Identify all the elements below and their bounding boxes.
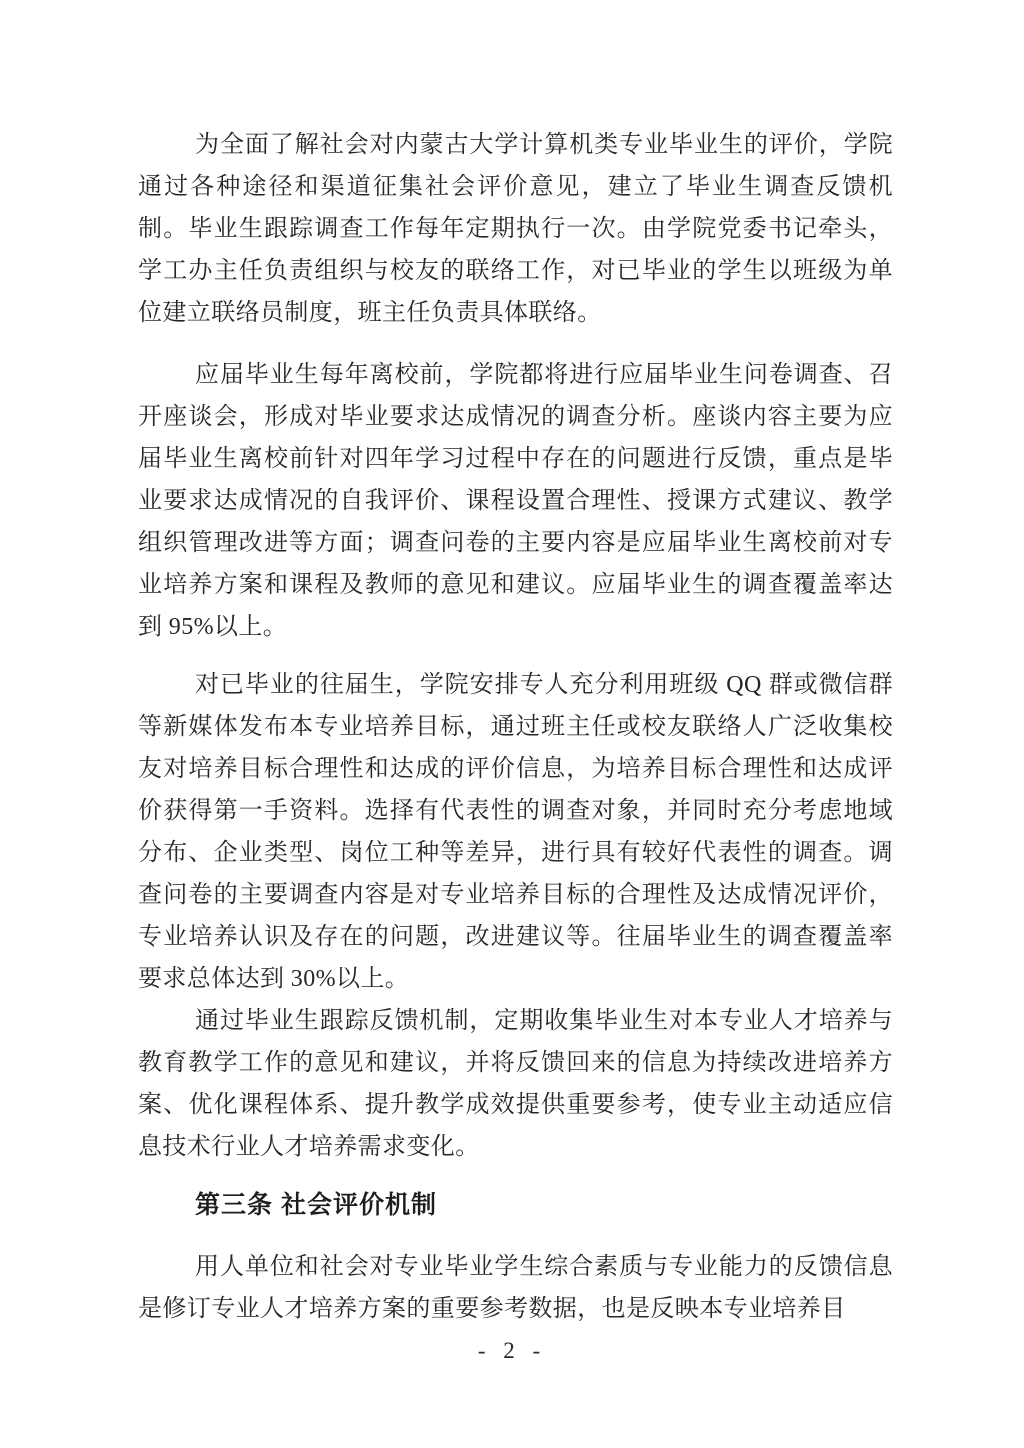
paragraph-graduate-feedback-mechanism: 为全面了解社会对内蒙古大学计算机类专业毕业生的评价，学院通过各种途径和渠道征集社会评价意见，建立了毕业生调查反馈机制。毕业生跟踪调查工作每年定期执行一次。由学院党委书记牵头，学工办主任负责组织与校友的联络工作，对已毕业的学生以班级为单位建立联络员制度，班主任负责具体联络。 <box>138 132 893 326</box>
paragraph-fresh-graduate-survey: 应届毕业生每年离校前，学院都将进行应届毕业生问卷调查、召开座谈会，形成对毕业要求达成情况的调查分析。座谈内容主要为应届毕业生离校前针对四年学习过程中存在的问题进行反馈，重点是毕业要求达成情况的自我评价、课程设置合理性、授课方式建议、教学组织管理改进等方面；调查问卷的主要内容是应届毕业生离校前对专业培养方案和课程及教师的意见和建议。应届毕业生的调查覆盖率达到 95%以上。 <box>138 362 893 640</box>
document-body <box>138 124 893 1330</box>
section-heading-article-3: 第三条 社会评价机制 <box>195 1191 437 1219</box>
paragraph-tracking-feedback-summary: 通过毕业生跟踪反馈机制，定期收集毕业生对本专业人才培养与教育教学工作的意见和建议，并将反馈回来的信息为持续改进培养方案、优化课程体系、提升教学成效提供重要参考，使专业主动适应信息技术行业人才培养需求变化。 <box>138 1008 893 1160</box>
paragraph-social-evaluation-intro: 用人单位和社会对专业毕业学生综合素质与专业能力的反馈信息是修订专业人才培养方案的重要参考数据，也是反映本专业培养目 <box>138 1254 893 1322</box>
page-number: - 2 - <box>477 1338 547 1363</box>
page-footer <box>0 1338 1024 1364</box>
paragraph-alumni-survey: 对已毕业的往届生，学院安排专人充分利用班级 QQ 群或微信群等新媒体发布本专业培养目标，通过班主任或校友联络人广泛收集校友对培养目标合理性和达成的评价信息，为培养目标合理性和达成评价获得第一手资料。选择有代表性的调查对象，并同时充分考虑地域分布、企业类型、岗位工种等差异，进行具有较好代表性的调查。调查问卷的主要调查内容是对专业培养目标的合理性及达成情况评价，专业培养认识及存在的问题，改进建议等。往届毕业生的调查覆盖率要求总体达到 30%以上。 <box>138 672 893 992</box>
